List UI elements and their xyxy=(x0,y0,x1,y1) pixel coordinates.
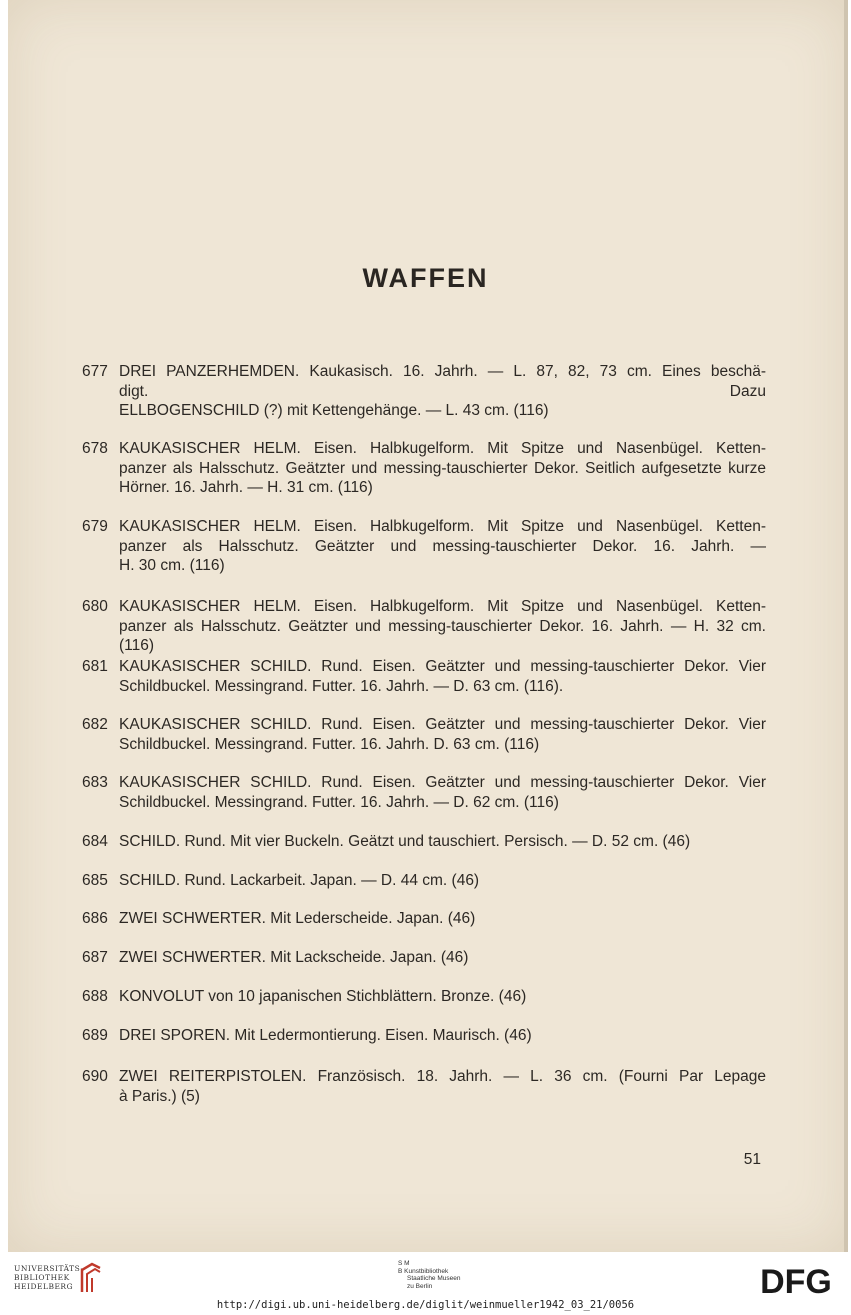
entry-number: 677 xyxy=(82,363,108,380)
catalog-entry xyxy=(82,871,766,891)
catalog-entry xyxy=(82,657,766,696)
entry-text-line: KAUKASISCHER SCHILD. Rund. Eisen. Geätzter und messing-tauschierter Dekor. Vier xyxy=(119,716,766,733)
page-number: 51 xyxy=(743,1151,761,1168)
entry-number: 683 xyxy=(82,774,108,791)
entry-text-line: digt. Dazu xyxy=(119,382,766,400)
entry-text-line: DREI PANZERHEMDEN. Kaukasisch. 16. Jahrh. — L. 87, 82, 73 cm. Eines beschä- xyxy=(119,363,766,380)
catalog-entry xyxy=(82,1067,766,1106)
entry-text-line: KAUKASISCHER HELM. Eisen. Halbkugelform. Mit Spitze und Nasenbügel. Ketten- xyxy=(119,440,766,457)
entry-number: 678 xyxy=(82,440,108,457)
entry-text-line: ZWEI REITERPISTOLEN. Französisch. 18. Jahrh. — L. 36 cm. (Fourni Par Lepage xyxy=(119,1068,766,1085)
entry-text-line: KAUKASISCHER HELM. Eisen. Halbkugelform. Mit Spitze und Nasenbügel. Ketten- xyxy=(119,598,766,615)
entry-number: 687 xyxy=(82,949,108,966)
entry-number: 685 xyxy=(82,872,108,889)
entry-text-line: Schildbuckel. Messingrand. Futter. 16. Jahrh. — D. 63 cm. (116). xyxy=(119,677,564,695)
entry-number: 689 xyxy=(82,1027,108,1044)
entry-text-line: SCHILD. Rund. Lackarbeit. Japan. — D. 44 cm. (46) xyxy=(119,872,480,889)
entry-text-line: KAUKASISCHER SCHILD. Rund. Eisen. Geätzter und messing-tauschierter Dekor. Vier xyxy=(119,658,766,675)
section-title: WAFFEN xyxy=(362,263,489,293)
entry-number: 682 xyxy=(82,716,108,733)
entry-number: 686 xyxy=(82,910,108,927)
catalog-entry xyxy=(82,1026,766,1046)
entry-number: 681 xyxy=(82,658,108,675)
entry-text-line: panzer als Halsschutz. Geätzter und messing-tauschierter Dekor. 16. Jahrh. — xyxy=(119,537,766,555)
catalog-entry xyxy=(82,909,766,929)
entry-number: 684 xyxy=(82,833,108,850)
university-library-name: UNIVERSITÄTS- BIBLIOTHEK HEIDELBERG xyxy=(14,1264,84,1291)
entry-text-line: Schildbuckel. Messingrand. Futter. 16. Jahrh. D. 63 cm. (116) xyxy=(119,735,540,753)
entry-text-line: H. 30 cm. (116) xyxy=(119,557,225,574)
catalog-entry xyxy=(82,439,766,498)
catalog-entry xyxy=(82,948,766,968)
entry-text-line: Schildbuckel. Messingrand. Futter. 16. Jahrh. — D. 62 cm. (116) xyxy=(119,793,559,811)
entry-number: 688 xyxy=(82,988,108,1005)
entry-text-line: DREI SPOREN. Mit Ledermontierung. Eisen. Maurisch. (46) xyxy=(119,1027,532,1044)
entry-number: 679 xyxy=(82,518,108,535)
entry-text-line: KAUKASISCHER HELM. Eisen. Halbkugelform. Mit Spitze und Nasenbügel. Ketten- xyxy=(119,518,766,535)
catalog-entry xyxy=(82,773,766,812)
catalog-entry xyxy=(82,517,766,576)
catalog-entry xyxy=(82,987,766,1007)
entry-number: 690 xyxy=(82,1068,108,1085)
catalog-entry xyxy=(82,597,766,656)
entry-text-line: SCHILD. Rund. Mit vier Buckeln. Geätzt und tauschiert. Persisch. — D. 52 cm. (46) xyxy=(119,833,691,850)
university-logo-icon xyxy=(78,1262,104,1294)
dfg-logo xyxy=(754,1264,838,1298)
entry-text-line: panzer als Halsschutz. Geätzter und messing-tauschierter Dekor. 16. Jahrh. — H. 32 cm. (116) xyxy=(119,617,766,654)
entry-text-line: ZWEI SCHWERTER. Mit Lederscheide. Japan. (46) xyxy=(119,910,476,927)
source-url[interactable]: http://digi.ub.uni-heidelberg.de/diglit/weinmueller1942_03_21/0056 xyxy=(216,1299,635,1311)
entry-text-line: panzer als Halsschutz. Geätzter und messing-tauschierter Dekor. Seitlich aufgesetzte kurze xyxy=(119,459,766,477)
entry-text-line: ZWEI SCHWERTER. Mit Lackscheide. Japan. (46) xyxy=(119,949,469,966)
entry-text-line: ELLBOGENSCHILD (?) mit Kettengehänge. — L. 43 cm. (116) xyxy=(119,402,549,419)
entry-text-line: Hörner. 16. Jahrh. — H. 31 cm. (116) xyxy=(119,479,373,496)
entry-number: 680 xyxy=(82,598,108,615)
entry-text-line: KONVOLUT von 10 japanischen Stichblättern. Bronze. (46) xyxy=(119,988,527,1005)
entry-text-line: KAUKASISCHER SCHILD. Rund. Eisen. Geätzter und messing-tauschierter Dekor. Vier xyxy=(119,774,766,791)
page-gutter xyxy=(844,0,848,1252)
library-stamp-text: S M B Kunstbibliothek Staatliche Museen zu Berlin xyxy=(398,1260,461,1290)
catalog-entry xyxy=(82,362,766,421)
digitization-footer xyxy=(0,1252,851,1315)
dfg-logo-text: DFG xyxy=(760,1264,832,1298)
catalog-entry xyxy=(82,715,766,754)
catalog-entry xyxy=(82,832,766,852)
entry-text-line: à Paris.) (5) xyxy=(119,1087,200,1105)
